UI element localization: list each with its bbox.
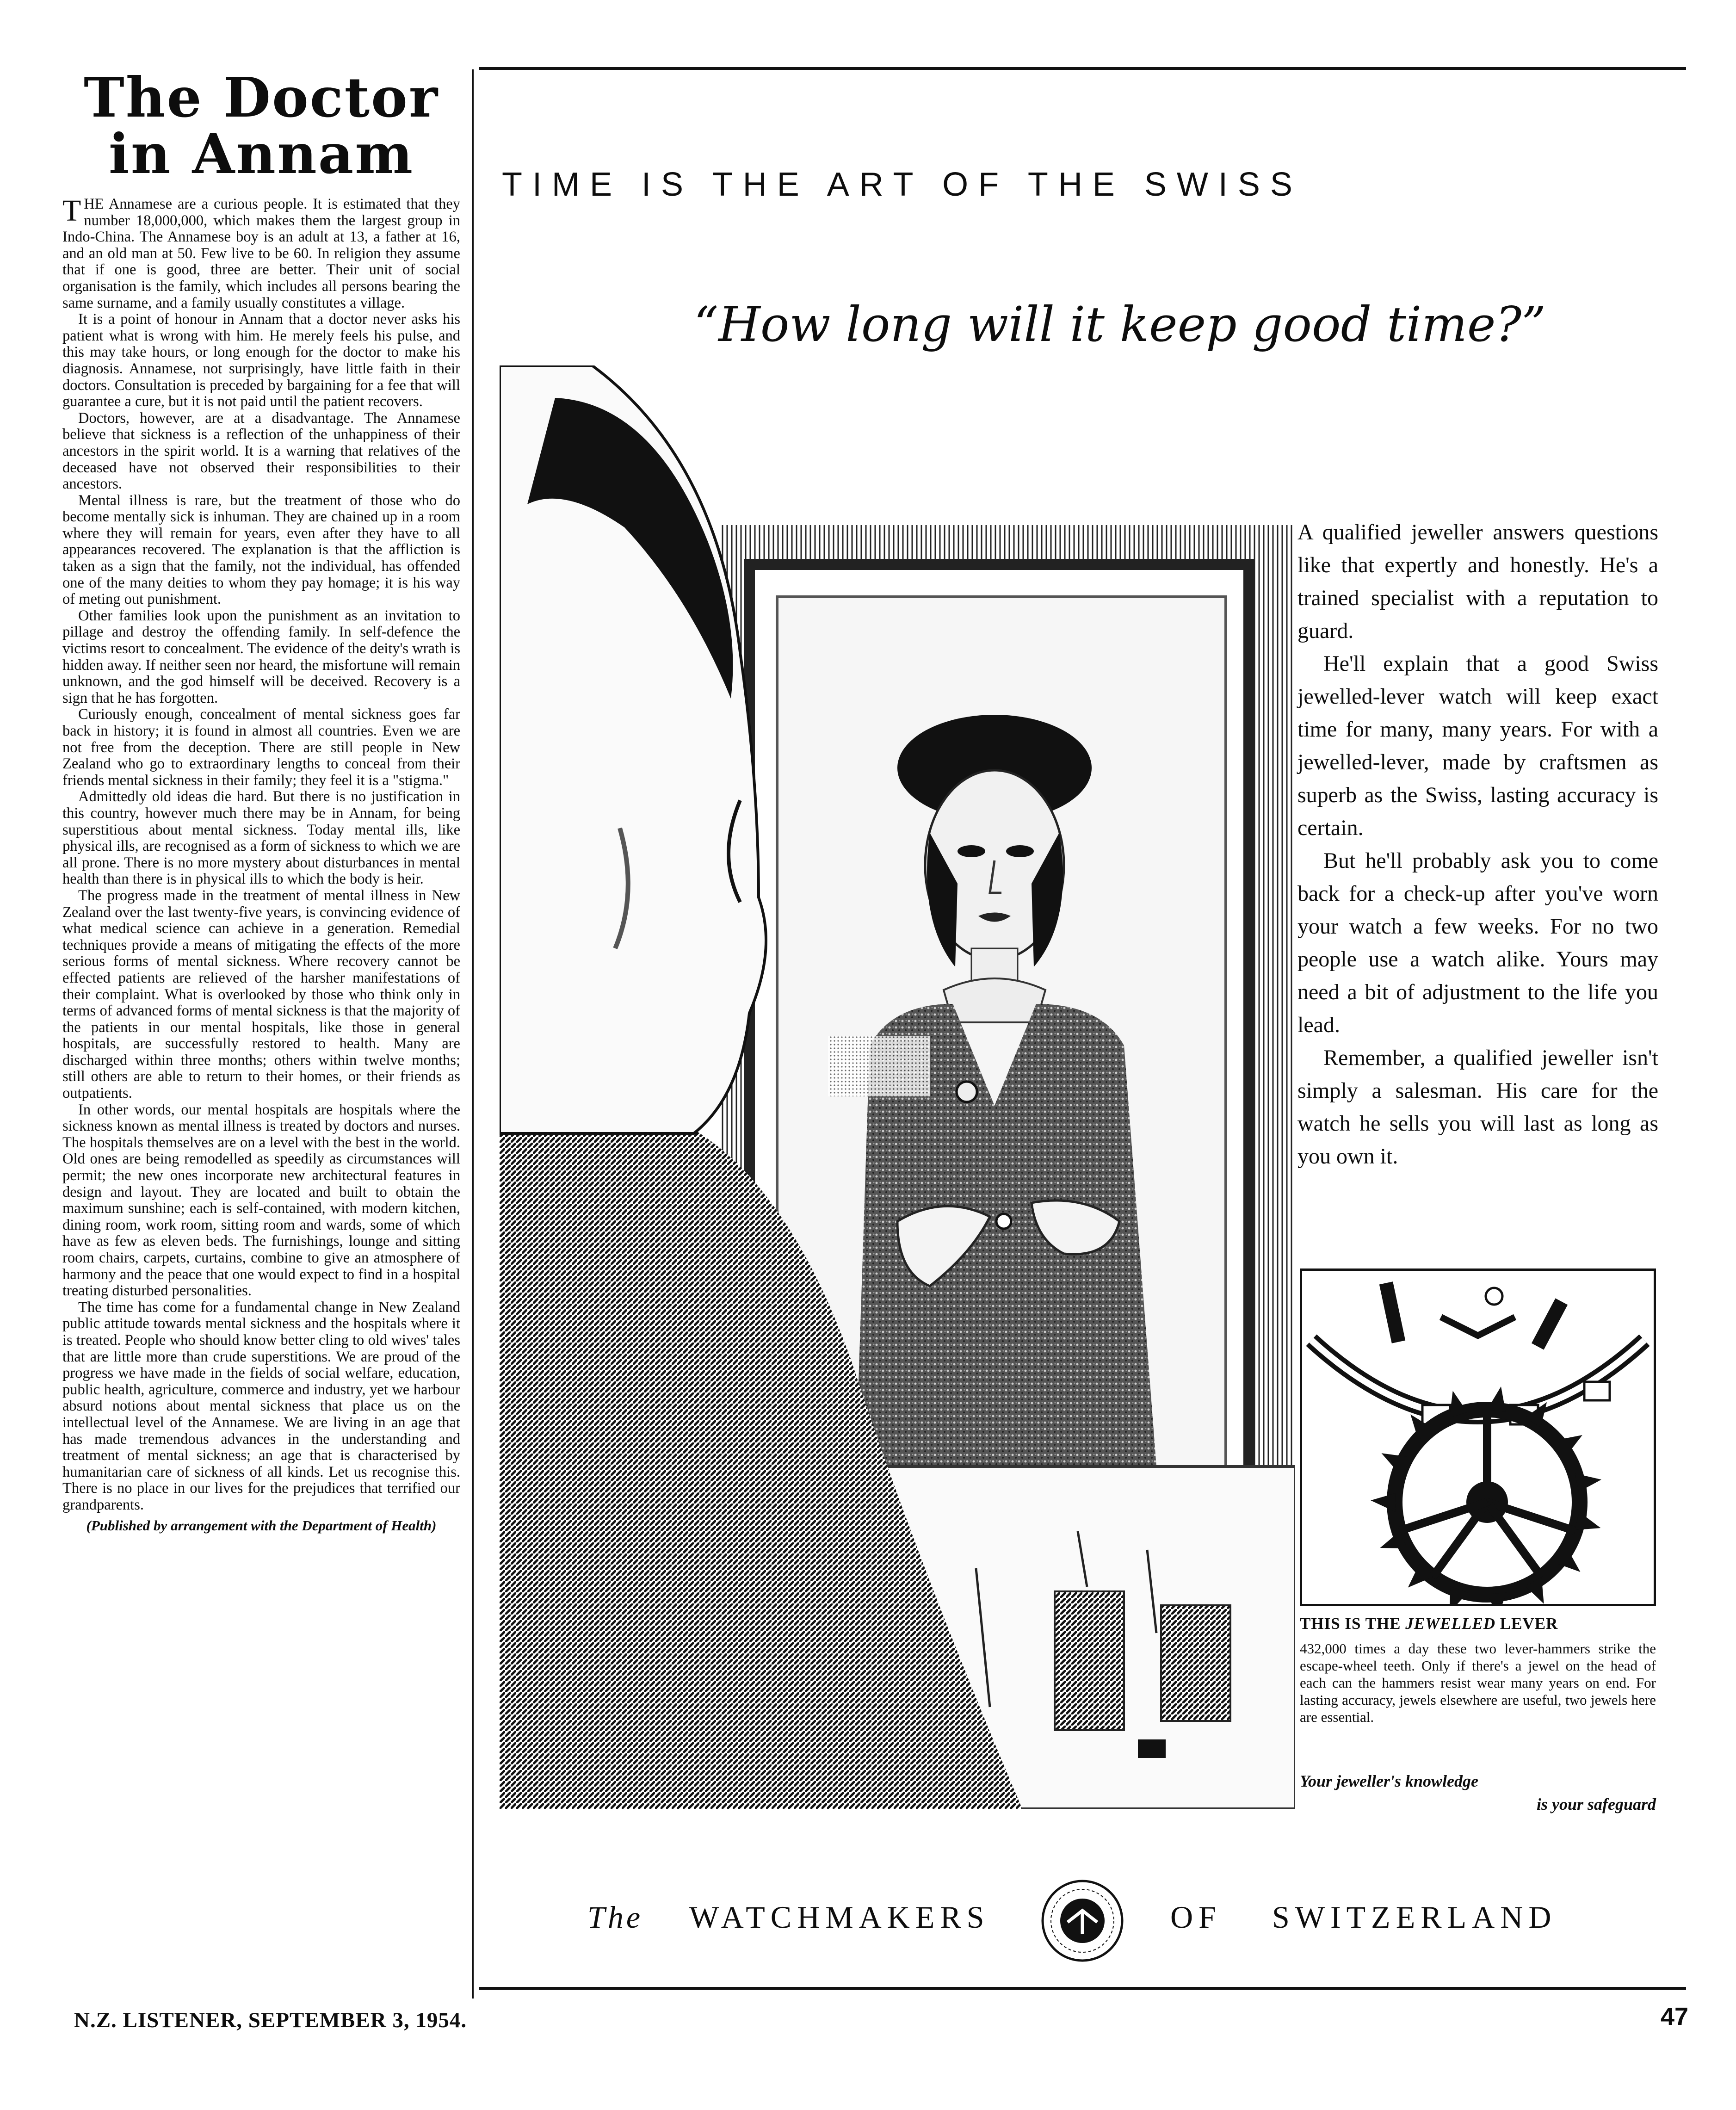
article-body — [62, 196, 460, 1514]
ad-kicker: TIME IS THE ART OF THE SWISS — [502, 166, 1303, 203]
article-title — [62, 69, 460, 186]
brand-watchmakers: WATCHMAKERS — [689, 1900, 990, 1935]
article-paragraph: In other words, our mental hospitals are hospitals where the sickness known as mental illness is treated by doctors and nurses. The hospitals themselves are on a level with the best in the world. Old ones are being remodelled as speedily as circumstances will permit; the new ones incorporate new architectural features in design and layout. They are located and built to obtain the maximum sunshine; each is self-contained, with modern kitchen, dining room, work room, sitting room and wards, some of which have as few as eleven beds. The furnishings, lounge and sitting room chairs, carpets, curtains, combine to give an atmosphere of harmony and the peace that one would expect to find in a hospital treating disturbed personalities. — [62, 1101, 460, 1299]
article-credit: (Published by arrangement with the Department of Health) — [86, 1517, 437, 1534]
article-paragraph: It is a point of honour in Annam that a doctor never asks his patient what is wrong with him. He merely feels his pulse, and this may take hours, or long enough for the doctor to make his diagnosis. Annamese, not surprisingly, have little faith in their doctors. Consultation is preceded by bargaining for a fee that will guarantee a cure, but it is not paid until the patient recovers. — [62, 311, 460, 410]
article-paragraph: Curiously enough, concealment of mental sickness goes far back in history; it is found in almost all countries. Even we are not free from the deception. There are still people in New Zealand who go to extraordinary lengths to conceal from their friends mental sickness in their family; they feel it is a "stigma." — [62, 706, 460, 789]
bottom-rule — [479, 1987, 1686, 1990]
article-paragraph: THE Annamese are a curious people. It is estimated that they number 18,000,000, which makes them the largest group in Indo-China. The Annamese boy is an adult at 13, a father at 16, and an old man at 50. Few live to be 60. In religion they assume that if one is good, three are better. Their unit of social organisation is the family, which includes all persons bearing the same surname, and a family usually constitutes a village. — [62, 194, 460, 311]
ad-body-copy — [1297, 516, 1658, 1173]
publication-footer: N.Z. LISTENER, SEPTEMBER 3, 1954. — [74, 2008, 467, 2032]
article-paragraph: Doctors, however, are at a disadvantage. The Annamese believe that sickness is a reflection of the unhappiness of their ancestors in the spirit world. It is a warning that relatives of the deceased have not observed their responsibilities to their ancestors. — [62, 409, 460, 493]
ad-headline: “How long will it keep good time?” — [694, 296, 1546, 353]
ad-copy-paragraph: But he'll probably ask you to come back for a check-up after you've worn your watch a few weeks. For no two people use a watch alike. Yours may need a bit of adjustment to the life you lead. — [1297, 848, 1658, 1037]
brand-the: The — [587, 1900, 643, 1935]
jewelled-lever-diagram — [1300, 1268, 1656, 1606]
article-column — [62, 69, 460, 1994]
article-paragraph: Admittedly old ideas die hard. But there is no justification in this country, however much there may be in Annam, for being superstitious about mental sickness. Today mental ills, like physical ills, are recognised as a form of sickness to which we are all prone. There is no more mystery about disturbances in mental health than there is in physical ills to which the body is heir. — [62, 788, 460, 888]
article-paragraph: The progress made in the treatment of mental illness in New Zealand over the last twenty-five years, is convincing evidence of what medical science can achieve in a generation. Remedial techniques provide a means of mitigating the effects of the more serious forms of mental sickness. Where recovery cannot be effected patients are relieved of the harsher manifestations of their complaint. What is overlooked by those who think only in terms of advanced forms of mental sickness is that the majority of the patients in our mental hospitals, like those in general hospitals, are successfully restored to health. Many are discharged within three months; others within twelve months; still others are able to return to their homes, or their friends as outpatients. — [62, 887, 460, 1102]
lever-caption-suffix: LEVER — [1500, 1615, 1558, 1633]
top-rule — [479, 67, 1686, 70]
brand-of: OF — [1170, 1900, 1222, 1935]
brand-switzerland: SWITZERLAND — [1272, 1900, 1557, 1935]
article-paragraph: Mental illness is rare, but the treatment of those who do become mentally sick is inhuman. They are chained up in a room where they will remain for years, even after they have to all appearances recovered. The explanation is that the affliction is taken as a sign that the family, not the individual, has offended one of the many deities to whom they pay homage; it is his way of meting out punishment. — [62, 492, 460, 608]
tagline-line-1: Your jeweller's knowledge — [1300, 1772, 1478, 1790]
lever-caption-text: 432,000 times a day these two lever-hammers strike the escape-wheel teeth. Only if there's a jewel on the head of each can the hammers resist wear many years on end. For lasting accuracy, jewels elsewhere are useful, two jewels here are essential. — [1300, 1640, 1656, 1725]
escape-wheel-icon — [1302, 1271, 1654, 1604]
article-paragraph: The time has come for a fundamental change in New Zealand public attitude towards mental sickness and the hospitals where it is treated. People who should know better cling to old wives' tales that are little more than crude superstitions. We are proud of the progress we have made in the fields of social welfare, education, public health, agriculture, commerce and industry, yet we harbour absurd notions about mental sickness that place us on the intellectual level of the Annamese. We are living in an age that has made tremendous advances in the understanding and treatment of mental sickness; an age that is characterised by humanitarian care of sickness of all kinds. Let us recognise this. There is no place in our lives for the prejudices that terrified our grandparents. — [62, 1299, 460, 1513]
article-paragraph: Other families look upon the punishment as an invitation to pillage and destroy the offending family. In self-defence the victims resort to concealment. The evidence of the deity's wrath is hidden away. If neither seen nor heard, the misfortune will remain unknown, and the god himself will be deceived. Recovery is a sign that he has forgotten. — [62, 607, 460, 706]
page-number: 47 — [1661, 2003, 1689, 2030]
tagline-line-2: is your safeguard — [1536, 1795, 1656, 1813]
article-title-line-2: in Annam — [108, 122, 414, 186]
ad-copy-paragraph: Remember, a qualified jeweller isn't simply a salesman. His care for the watch he sells you will last as long as you own it. — [1297, 1046, 1658, 1169]
article-title-line-1: The Doctor — [83, 69, 439, 130]
ad-tagline — [1300, 1770, 1656, 1816]
swiss-federation-seal-icon — [1040, 1878, 1125, 1964]
brand-signature — [583, 1878, 1670, 1961]
lever-caption-title — [1300, 1615, 1661, 1633]
ad-copy-paragraph: He'll explain that a good Swiss jewelled-lever watch will keep exact time for many, many years. For with a jewelled-lever, made by craftsmen as superb as the Swiss, lasting accuracy is certain. — [1297, 651, 1658, 840]
jeweller-illustration — [500, 365, 1295, 1809]
lever-caption-prefix: THIS IS THE — [1300, 1615, 1401, 1633]
ad-copy-paragraph: A qualified jeweller answers questions like that expertly and honestly. He's a trained specialist with a reputation to guard. — [1297, 520, 1658, 643]
column-divider — [472, 69, 474, 1999]
lever-caption-italic: JEWELLED — [1405, 1615, 1495, 1633]
